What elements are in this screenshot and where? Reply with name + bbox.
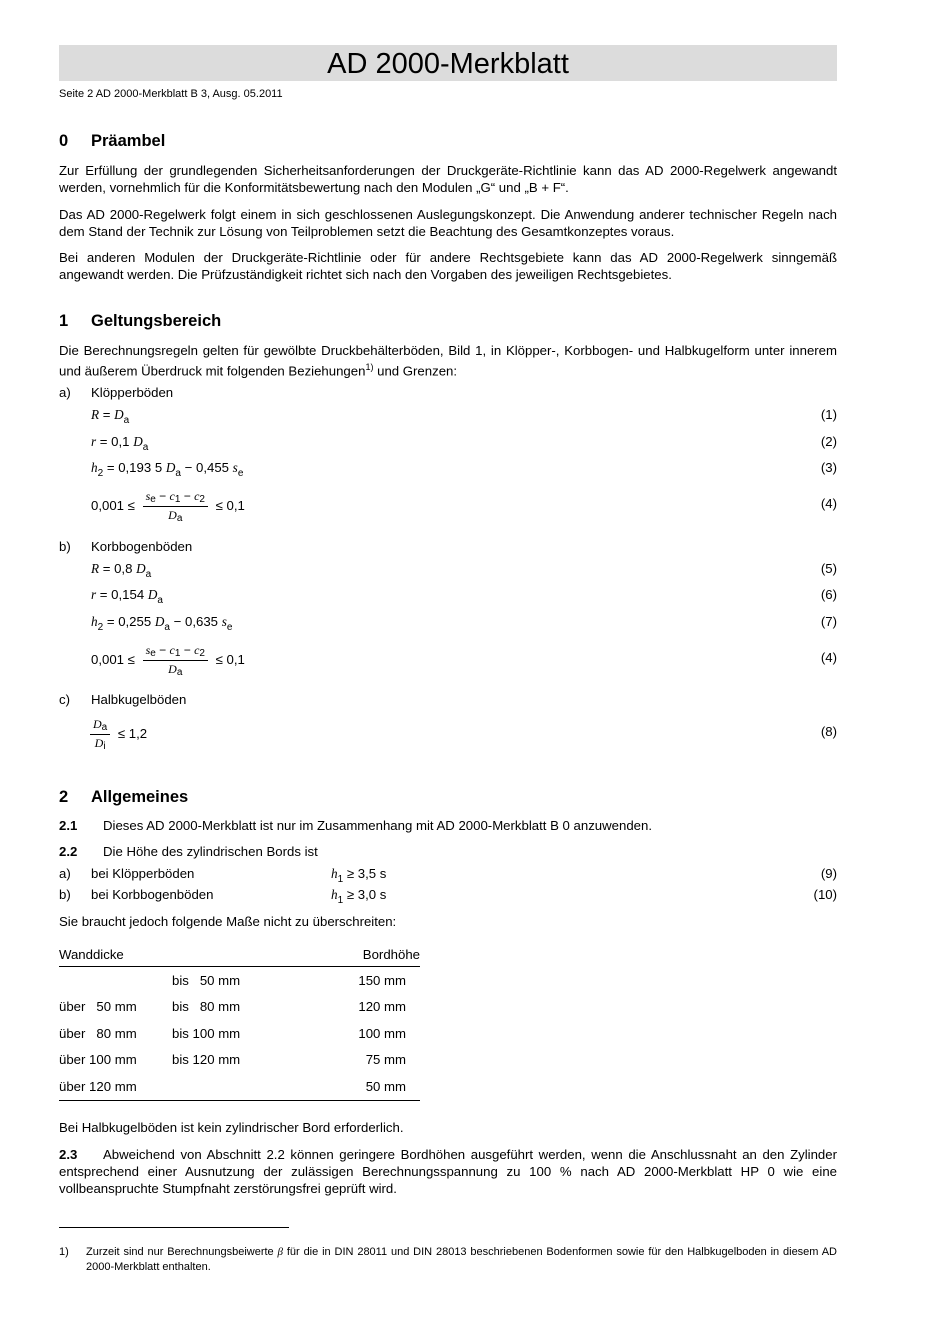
table-cell: bis 80 mm (172, 999, 241, 1015)
table-cell: 120 mm (358, 999, 406, 1015)
section-number: 1 (59, 312, 69, 330)
subsection-number: 2.3 (59, 1147, 78, 1162)
paragraph: Das AD 2000-Regelwerk folgt einem in sich geschlossenen Auslegungskonzept. Die Anwendung anderer technischer Regeln nach dem Stand der Technik zur Lösung von Teilproblemen setzt die Beachtung des Gesamtkonzeptes voraus. (59, 207, 837, 239)
text: Die Berechnungsregeln gelten für gewölbte Druckbehälterböden, Bild 1, in Klöpper-, Korbbogen- und Halbkugelform unter innerem und äußerem Überdruck mit folgenden Beziehungen (59, 343, 837, 379)
table-row (59, 1073, 420, 1100)
equation-number: (6) (820, 587, 837, 602)
subsection-number: 2.1 (59, 818, 78, 833)
equation-number: (1) (820, 407, 837, 422)
paragraph (59, 342, 837, 379)
equation-number: (8) (820, 724, 837, 739)
formula: $h_2 = 0,255$ $D_a - 0,635$ $s_e$ (91, 614, 233, 633)
formula: $h_2 = 0,193$ 5 $D_a - 0,455$ $s_e$ (91, 460, 244, 479)
table-row (59, 1020, 420, 1047)
page-title: AD 2000-Merkblatt (327, 48, 569, 80)
section-number: 2 (59, 788, 69, 806)
list-label: b) (59, 887, 71, 902)
formula: 0,001 ≤ $\frac{se - c1 - c2}{Da}$ ≤ 0,1 (91, 489, 245, 524)
footnote-text: Zurzeit sind nur Berechnungsbeiwerte β für die in DIN 28011 und DIN 28013 beschriebenen Bodenformen sowie für den Halbkugelboden in diesem AD 2000-Merkblatt enthalten. (86, 1246, 837, 1273)
section-1-heading (59, 312, 221, 331)
bordhoehe-table (59, 942, 420, 1101)
paragraph: Bei Halbkugelböden ist kein zylindrischer Bord erforderlich. (59, 1120, 404, 1135)
footnote (59, 1245, 837, 1275)
formula: 0,001 ≤ $\frac{se - c1 - c2}{Da}$ ≤ 0,1 (91, 643, 245, 678)
section-0-heading (59, 132, 165, 151)
paragraph: Dieses AD 2000-Merkblatt ist nur im Zusammenhang mit AD 2000-Merkblatt B 0 anzuwenden. (103, 818, 652, 833)
paragraph: Zur Erfüllung der grundlegenden Sicherheitsanforderungen der Druckgeräte-Richtlinie kann das AD 2000-Regelwerk angewandt werden, vornehmlich für die Konformitätsbewertung nach den Modulen „G“ und „B + F“. (59, 163, 837, 195)
table-cell: 50 mm (292, 1073, 420, 1100)
table-cell: bis 50 mm (172, 972, 241, 988)
list-label: b) (59, 539, 71, 554)
table-header-row (59, 942, 420, 967)
formula: r = 0,1 $D_a$ (91, 434, 149, 453)
equation-number: (2) (820, 434, 837, 449)
table-cell: über 120 mm (59, 1073, 172, 1100)
text: Abweichend von Abschnitt 2.2 können geringere Bordhöhen ausgeführt werden, wenn die Anschlussnaht an den Zylinder entsprechend einer Ausnutzung der zulässigen Berechnungsspannung zu 100 % nach AD 2000-Merkblatt HP 0 wie eine vollbeanspruchte Stumpfnaht zerstörungsfrei geprüft wird. (59, 1147, 837, 1196)
subsection-number: 2.2 (59, 844, 78, 859)
formula: R = 0,8 $D_a$ (91, 561, 152, 580)
paragraph: Sie braucht jedoch folgende Maße nicht zu überschreiten: (59, 914, 397, 929)
text: und Grenzen: (373, 363, 458, 379)
list-text: bei Korbbogenböden (91, 887, 214, 902)
formula: $R = D_a$ (91, 407, 130, 426)
table-cell (172, 1073, 292, 1100)
list-title: Halbkugelböden (91, 692, 187, 707)
table-cell: 75 mm (365, 1052, 406, 1068)
equation-number: (4) (820, 650, 837, 665)
table-cell: über 80 mm (59, 1025, 137, 1041)
formula: $\frac{Da}{Di}$ ≤ 1,2 (90, 716, 147, 753)
footnote-ref[interactable]: 1) (365, 362, 374, 372)
table-cell: 100 mm (358, 1025, 406, 1041)
table-row (59, 1047, 420, 1074)
paragraph: Die Höhe des zylindrischen Bords ist (103, 844, 318, 859)
table-cell (59, 967, 172, 994)
table-cell: bis 120 mm (172, 1052, 241, 1068)
section-title: Präambel (91, 132, 166, 150)
equation-number: (7) (820, 614, 837, 629)
list-text: bei Klöpperböden (91, 866, 195, 881)
footnote-number: 1) (59, 1246, 69, 1258)
table-row (59, 967, 420, 994)
table-cell: 150 mm (358, 972, 406, 988)
list-title: Korbbogenböden (91, 539, 193, 554)
list-label: a) (59, 866, 71, 881)
footnote-divider (59, 1227, 289, 1228)
page-subtitle: Seite 2 AD 2000-Merkblatt B 3, Ausg. 05.2011 (59, 88, 283, 100)
table-cell: über 100 mm (59, 1052, 137, 1068)
equation-number: (5) (820, 561, 837, 576)
column-header: Wanddicke (59, 942, 172, 967)
header-bar (59, 45, 837, 81)
section-title: Geltungsbereich (91, 312, 222, 330)
formula: $h_1 \ge 3,5$ s (331, 866, 387, 885)
list-label: c) (59, 692, 70, 707)
formula: r = 0,154 $D_a$ (91, 587, 163, 606)
paragraph: Bei anderen Modulen der Druckgeräte-Richtlinie oder für andere Rechtsgebiete kann das AD 2000-Regelwerk sinngemäß angewandt werden. Die Prüfzuständigkeit richtet sich nach den Vorgaben des jeweiligen Rechtsgebietes. (59, 250, 837, 282)
equation-number: (10) (813, 887, 837, 902)
equation-number: (4) (820, 496, 837, 511)
column-header-empty (172, 942, 292, 967)
table-row (59, 994, 420, 1021)
table-cell: bis 100 mm (172, 1025, 241, 1041)
list-title: Klöpperböden (91, 385, 174, 400)
section-2-heading (59, 788, 188, 807)
section-title: Allgemeines (91, 788, 189, 806)
formula: $h_1 \ge 3,0$ s (331, 887, 387, 906)
column-header: Bordhöhe (292, 942, 420, 967)
list-label: a) (59, 385, 71, 400)
equation-number: (3) (820, 460, 837, 475)
section-number: 0 (59, 132, 69, 150)
table-cell: über 50 mm (59, 999, 137, 1015)
equation-number: (9) (820, 866, 837, 881)
paragraph (59, 1146, 837, 1197)
